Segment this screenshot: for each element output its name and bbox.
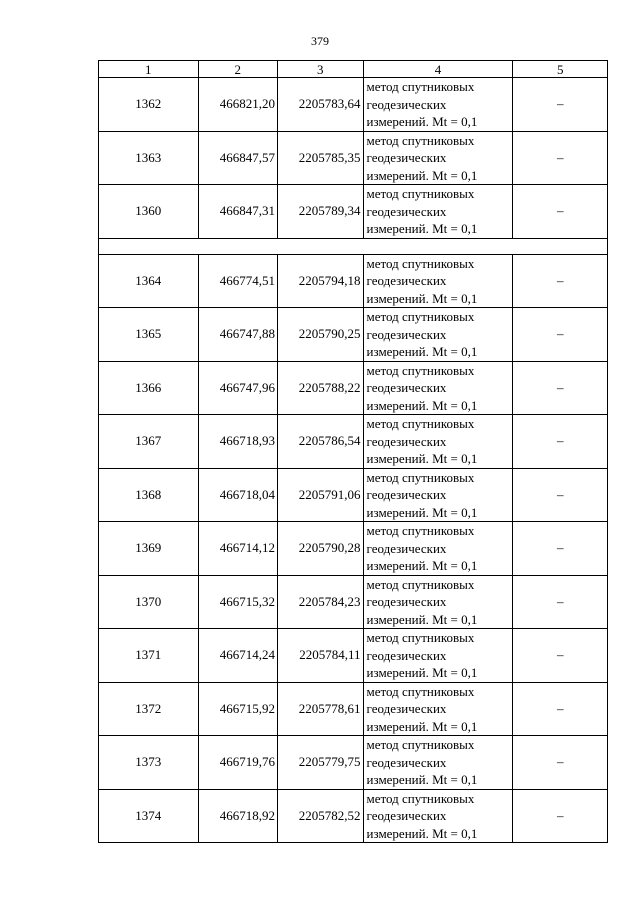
x-coordinate-cell: 466718,04 bbox=[198, 468, 277, 522]
method-line: измерений. Mt = 0,1 bbox=[366, 665, 478, 680]
y-coordinate-cell: 2205783,64 bbox=[278, 78, 364, 132]
table-row bbox=[99, 131, 608, 185]
method-line: измерений. Mt = 0,1 bbox=[366, 611, 478, 627]
x-coordinate-cell: 466718,92 bbox=[198, 789, 277, 843]
note-cell: – bbox=[513, 789, 608, 843]
table-row bbox=[99, 468, 608, 522]
table-row bbox=[99, 789, 608, 843]
table-row bbox=[99, 575, 608, 629]
method-line: метод спутниковых bbox=[366, 790, 475, 806]
note-cell: – bbox=[513, 131, 608, 185]
method-cell bbox=[363, 78, 513, 132]
method-cell bbox=[363, 415, 513, 469]
x-coordinate-cell: 466714,12 bbox=[198, 522, 277, 576]
method-line: метод спутниковых bbox=[366, 683, 475, 699]
y-coordinate-cell: 2205791,06 bbox=[278, 468, 364, 522]
method-line: геодезических bbox=[366, 433, 447, 449]
point-number-cell: 1360 bbox=[99, 185, 199, 239]
method-line: геодезических bbox=[366, 273, 447, 288]
table-body bbox=[99, 78, 608, 843]
method-line: метод спутниковых bbox=[366, 576, 475, 592]
method-cell bbox=[363, 522, 513, 576]
method-cell bbox=[363, 254, 513, 308]
method-line: геодезических bbox=[366, 203, 447, 219]
x-coordinate-cell: 466715,92 bbox=[198, 682, 277, 736]
table-row bbox=[99, 361, 608, 415]
table-row bbox=[99, 629, 608, 683]
x-coordinate-cell: 466747,96 bbox=[198, 361, 277, 415]
method-cell bbox=[363, 682, 513, 736]
x-coordinate-cell: 466715,32 bbox=[198, 575, 277, 629]
y-coordinate-cell: 2205788,22 bbox=[278, 361, 364, 415]
header-cell-4: 4 bbox=[363, 61, 513, 78]
x-coordinate-cell: 466714,24 bbox=[198, 629, 277, 683]
method-line: измерений. Mt = 0,1 bbox=[366, 772, 478, 787]
header-cell-3: 3 bbox=[278, 61, 364, 78]
point-number-cell: 1368 bbox=[99, 468, 199, 522]
method-line: геодезических bbox=[366, 150, 447, 165]
method-line: геодезических bbox=[366, 594, 447, 609]
method-line: геодезических bbox=[366, 326, 447, 342]
method-line: геодезических bbox=[366, 380, 447, 395]
method-line: измерений. Mt = 0,1 bbox=[366, 344, 478, 359]
point-number-cell: 1373 bbox=[99, 736, 199, 790]
x-coordinate-cell: 466774,51 bbox=[198, 254, 277, 308]
method-line: измерений. Mt = 0,1 bbox=[366, 558, 478, 573]
method-cell bbox=[363, 468, 513, 522]
header-row bbox=[99, 61, 608, 78]
table-row bbox=[99, 308, 608, 362]
coordinates-table bbox=[98, 60, 608, 843]
method-line: геодезических bbox=[366, 808, 447, 823]
method-line: геодезических bbox=[366, 96, 447, 112]
method-line: измерений. Mt = 0,1 bbox=[366, 167, 478, 183]
y-coordinate-cell: 2205779,75 bbox=[278, 736, 364, 790]
note-cell: – bbox=[513, 308, 608, 362]
point-number-cell: 1367 bbox=[99, 415, 199, 469]
method-line: геодезических bbox=[366, 754, 447, 770]
y-coordinate-cell: 2205784,11 bbox=[278, 629, 364, 683]
y-coordinate-cell: 2205785,35 bbox=[278, 131, 364, 185]
method-cell bbox=[363, 361, 513, 415]
method-cell bbox=[363, 131, 513, 185]
y-coordinate-cell: 2205789,34 bbox=[278, 185, 364, 239]
header-cell-5: 5 bbox=[513, 61, 608, 78]
note-cell: – bbox=[513, 522, 608, 576]
method-line: измерений. Mt = 0,1 bbox=[366, 825, 478, 841]
header-cell-1: 1 bbox=[99, 61, 199, 78]
y-coordinate-cell: 2205794,18 bbox=[278, 254, 364, 308]
method-line: измерений. Mt = 0,1 bbox=[366, 504, 478, 520]
x-coordinate-cell: 466718,93 bbox=[198, 415, 277, 469]
method-line: метод спутниковых bbox=[366, 255, 475, 271]
method-cell bbox=[363, 308, 513, 362]
y-coordinate-cell: 2205778,61 bbox=[278, 682, 364, 736]
method-line: метод спутниковых bbox=[366, 630, 475, 645]
method-line: измерений. Mt = 0,1 bbox=[366, 221, 478, 236]
point-number-cell: 1370 bbox=[99, 575, 199, 629]
table-row bbox=[99, 736, 608, 790]
y-coordinate-cell: 2205782,52 bbox=[278, 789, 364, 843]
point-number-cell: 1372 bbox=[99, 682, 199, 736]
x-coordinate-cell: 466747,88 bbox=[198, 308, 277, 362]
method-line: метод спутниковых bbox=[366, 362, 475, 378]
x-coordinate-cell: 466821,20 bbox=[198, 78, 277, 132]
point-number-cell: 1371 bbox=[99, 629, 199, 683]
table-row bbox=[99, 682, 608, 736]
table-row bbox=[99, 415, 608, 469]
note-cell: – bbox=[513, 629, 608, 683]
point-number-cell: 1366 bbox=[99, 361, 199, 415]
point-number-cell: 1365 bbox=[99, 308, 199, 362]
method-line: метод спутниковых bbox=[366, 416, 475, 431]
method-line: измерений. Mt = 0,1 bbox=[366, 397, 478, 413]
table-row bbox=[99, 522, 608, 576]
header-cell-2: 2 bbox=[198, 61, 277, 78]
note-cell: – bbox=[513, 468, 608, 522]
point-number-cell: 1364 bbox=[99, 254, 199, 308]
x-coordinate-cell: 466847,31 bbox=[198, 185, 277, 239]
method-line: метод спутниковых bbox=[366, 186, 475, 201]
method-line: геодезических bbox=[366, 487, 447, 502]
note-cell: – bbox=[513, 575, 608, 629]
method-line: метод спутниковых bbox=[366, 132, 475, 148]
x-coordinate-cell: 466719,76 bbox=[198, 736, 277, 790]
point-number-cell: 1374 bbox=[99, 789, 199, 843]
table-row bbox=[99, 254, 608, 308]
separator-row bbox=[99, 238, 608, 254]
note-cell: – bbox=[513, 682, 608, 736]
method-line: метод спутниковых bbox=[366, 469, 475, 485]
method-line: метод спутниковых bbox=[366, 737, 475, 752]
method-cell bbox=[363, 736, 513, 790]
method-line: геодезических bbox=[366, 540, 447, 556]
y-coordinate-cell: 2205790,28 bbox=[278, 522, 364, 576]
method-line: геодезических bbox=[366, 701, 447, 716]
method-line: измерений. Mt = 0,1 bbox=[366, 451, 478, 466]
method-line: метод спутниковых bbox=[366, 523, 475, 538]
point-number-cell: 1369 bbox=[99, 522, 199, 576]
note-cell: – bbox=[513, 415, 608, 469]
point-number-cell: 1362 bbox=[99, 78, 199, 132]
method-line: метод спутниковых bbox=[366, 79, 475, 94]
note-cell: – bbox=[513, 736, 608, 790]
note-cell: – bbox=[513, 361, 608, 415]
table-row bbox=[99, 185, 608, 239]
table-row bbox=[99, 78, 608, 132]
method-line: геодезических bbox=[366, 647, 447, 663]
y-coordinate-cell: 2205790,25 bbox=[278, 308, 364, 362]
y-coordinate-cell: 2205784,23 bbox=[278, 575, 364, 629]
note-cell: – bbox=[513, 185, 608, 239]
page-number: 379 bbox=[311, 34, 329, 48]
x-coordinate-cell: 466847,57 bbox=[198, 131, 277, 185]
y-coordinate-cell: 2205786,54 bbox=[278, 415, 364, 469]
note-cell: – bbox=[513, 78, 608, 132]
method-line: измерений. Mt = 0,1 bbox=[366, 114, 478, 129]
method-cell bbox=[363, 629, 513, 683]
point-number-cell: 1363 bbox=[99, 131, 199, 185]
separator-cell bbox=[99, 238, 608, 254]
method-cell bbox=[363, 185, 513, 239]
method-line: метод спутниковых bbox=[366, 309, 475, 324]
note-cell: – bbox=[513, 254, 608, 308]
table-header bbox=[99, 61, 608, 78]
method-line: измерений. Mt = 0,1 bbox=[366, 290, 478, 306]
method-cell bbox=[363, 789, 513, 843]
method-cell bbox=[363, 575, 513, 629]
method-line: измерений. Mt = 0,1 bbox=[366, 718, 478, 734]
